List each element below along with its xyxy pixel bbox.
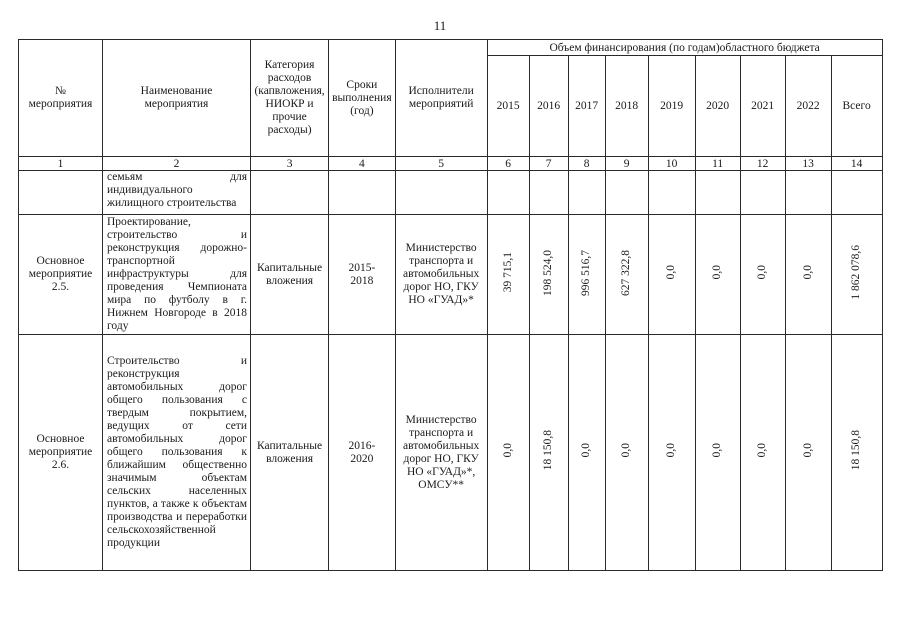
column-number: 1 [19,157,103,171]
column-number: 6 [487,157,529,171]
value-cell [487,215,529,335]
value-cell [648,171,695,215]
value-2016: 18 150,8 [542,430,555,471]
expense-category: Капитальные вложения [251,215,329,335]
funding-table [18,39,883,571]
value-total: 1 862 078,6 [850,245,863,300]
value-cell [648,335,695,571]
value-cell [695,215,740,335]
value-2022: 0,0 [801,443,814,458]
column-number: 11 [695,157,740,171]
header-year-2022: 2022 [785,56,831,157]
value-2018: 0,0 [620,443,633,458]
value-cell [740,171,785,215]
header-year-2021: 2021 [740,56,785,157]
value-2016: 198 524,0 [542,249,555,296]
header-year-2018: 2018 [605,56,648,157]
value-2019: 0,0 [665,265,678,280]
column-number: 10 [648,157,695,171]
column-number: 2 [103,157,251,171]
measure-name: семьям для индивидуального жилищного строительства [103,171,251,215]
value-cell [568,171,605,215]
value-cell [529,215,568,335]
term-years: 2016-2020 [329,335,396,571]
column-number: 13 [785,157,831,171]
header-year-2020: 2020 [695,56,740,157]
column-number: 5 [395,157,487,171]
value-2017: 0,0 [580,443,593,458]
header-executors: Исполнители мероприятий [395,40,487,157]
table-row [19,335,883,571]
value-2017: 996 516,7 [580,249,593,296]
value-cell [740,335,785,571]
value-cell [568,215,605,335]
value-2015: 0,0 [501,443,514,458]
header-terms: Сроки выполнения (год) [329,40,396,157]
value-2018: 627 322,8 [620,249,633,296]
measure-number: Основное мероприятие 2.5. [19,215,103,335]
term-years [329,171,396,215]
header-year-2015: 2015 [487,56,529,157]
value-cell [605,335,648,571]
executors: Министерство транспорта и автомобильных дорог НО, ГКУ НО «ГУАД»* [395,215,487,335]
value-total: 18 150,8 [850,430,863,471]
column-number: 4 [329,157,396,171]
header-total: Всего [831,56,882,157]
header-category: Категория расходов (капвложения, НИОКР и прочие расходы) [251,40,329,157]
table-row [19,171,883,215]
header-num: № мероприятия [19,40,103,157]
measure-name: Строительство и реконструкция автомобильных дорог общего пользования с твердым покрытием, ведущих от сети автомобильных дорог общего пользования к ближайшим общественно значимым объектам сельских населенных пунктов, а также к объектам производства и переработки сельскохозяйственной продукции [103,335,251,571]
expense-category: Капитальные вложения [251,335,329,571]
measure-number [19,171,103,215]
value-cell [605,215,648,335]
page-number: 11 [433,18,447,33]
term-years: 2015-2018 [329,215,396,335]
header-year-2017: 2017 [568,56,605,157]
value-cell [487,335,529,571]
column-number: 8 [568,157,605,171]
value-cell [695,171,740,215]
value-2021: 0,0 [756,265,769,280]
header-name: Наименование мероприятия [103,40,251,157]
value-2022: 0,0 [801,265,814,280]
value-cell [648,215,695,335]
value-cell [605,171,648,215]
value-cell [740,215,785,335]
header-funding-group: Объем финансирования (по годам)областного бюджета [487,40,882,56]
measure-number: Основное мероприятие 2.6. [19,335,103,571]
measure-name: Проектирование, строительство и реконструкция дорожно-транспортной инфраструктуры для проведения Чемпионата мира по футболу в г. Нижнем Новгороде в 2018 году [103,215,251,335]
executors [395,171,487,215]
value-cell [529,335,568,571]
value-cell [487,171,529,215]
value-2020: 0,0 [711,265,724,280]
value-cell [568,335,605,571]
value-2021: 0,0 [756,443,769,458]
column-number: 14 [831,157,882,171]
value-cell [695,335,740,571]
value-2020: 0,0 [711,443,724,458]
value-cell [831,335,882,571]
column-number: 12 [740,157,785,171]
column-number: 3 [251,157,329,171]
header-year-2016: 2016 [529,56,568,157]
column-number: 9 [605,157,648,171]
value-cell [529,171,568,215]
value-cell [831,215,882,335]
value-cell [785,215,831,335]
value-2015: 39 715,1 [501,252,514,293]
executors: Министерство транспорта и автомобильных дорог НО, ГКУ НО «ГУАД»*, ОМСУ** [395,335,487,571]
expense-category [251,171,329,215]
column-number: 7 [529,157,568,171]
value-cell [785,335,831,571]
header-year-2019: 2019 [648,56,695,157]
value-2019: 0,0 [665,443,678,458]
table-row [19,215,883,335]
value-cell [785,171,831,215]
value-cell [831,171,882,215]
